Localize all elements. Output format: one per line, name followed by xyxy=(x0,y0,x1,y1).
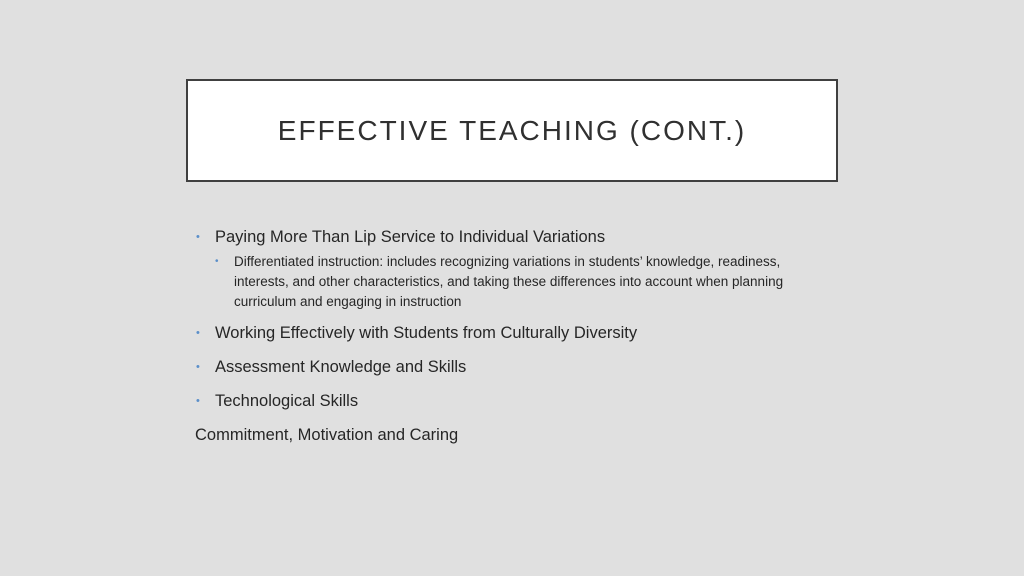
sub-bullet-text: Differentiated instruction: includes recognizing variations in students’ knowledge, readiness, interests, and other characteristics, and taking these differences into account when planning curriculum and engaging in instruction xyxy=(234,254,784,309)
bullet-icon: • xyxy=(196,395,200,407)
slide-title-box xyxy=(186,79,838,182)
bullet-text: Technological Skills xyxy=(215,392,359,410)
bullet-item-4 xyxy=(195,388,835,414)
closing-line: Commitment, Motivation and Caring xyxy=(195,426,459,444)
bullet-item-2 xyxy=(195,320,835,346)
slide-content xyxy=(195,224,835,448)
bullet-icon: • xyxy=(196,231,200,243)
bullet-text: Paying More Than Lip Service to Individual Variations xyxy=(215,228,606,246)
bullet-icon: • xyxy=(215,256,219,267)
bullet-text: Assessment Knowledge and Skills xyxy=(215,358,467,376)
sub-bullet-item-1 xyxy=(195,252,835,312)
bullet-icon: • xyxy=(196,361,200,373)
bullet-item-3 xyxy=(195,354,835,380)
bullet-icon: • xyxy=(196,327,200,339)
bullet-text: Working Effectively with Students from Culturally Diversity xyxy=(215,324,638,342)
bullet-item-1 xyxy=(195,224,835,250)
slide-title: EFFECTIVE TEACHING (CONT.) xyxy=(277,114,747,146)
